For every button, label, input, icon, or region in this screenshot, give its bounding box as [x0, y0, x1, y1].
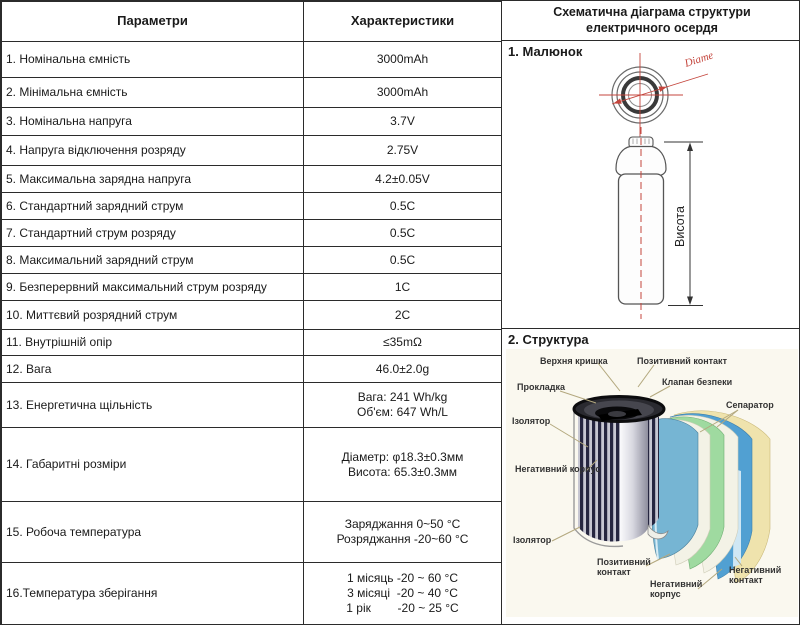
- characteristics-column-header: Характеристики: [304, 2, 502, 42]
- value-line: 0.5C: [389, 198, 416, 213]
- structure-section-title: 2. Структура: [508, 332, 589, 347]
- value-line: 2C: [394, 307, 411, 322]
- value-cell: [304, 42, 502, 78]
- value-line: 1C: [394, 279, 411, 294]
- panel-header-line: Схематична діаграма структури: [553, 4, 751, 19]
- param-cell: 16.Температура зберігання: [2, 563, 304, 625]
- value-line: 3000mAh: [376, 52, 429, 66]
- value-line: 1 місяць -20 ~ 60 °C: [346, 571, 459, 585]
- label-negative-case-top: Негативний корпус: [515, 464, 601, 474]
- figure-section: [502, 41, 800, 329]
- panel-header-line: електричного осердя: [586, 20, 718, 35]
- label-separator: Сепаратор: [726, 400, 774, 410]
- value-cell: [304, 301, 502, 330]
- param-cell: 3. Номінальна напруга: [2, 108, 304, 136]
- value-line: Розряджання -20~60 °C: [336, 532, 469, 546]
- label-positive-contact-top: Позитивний контакт: [637, 356, 727, 366]
- label-gasket: Прокладка: [517, 382, 566, 392]
- value-cell: [304, 356, 502, 383]
- value-line: Вага: 241 Wh/kg: [357, 390, 448, 404]
- diameter-annotation: Diame: [683, 49, 715, 70]
- value-line: 46.0±2.0g: [375, 361, 430, 376]
- height-annotation: Висота: [673, 206, 687, 247]
- param-column-header: Параметри: [2, 2, 304, 42]
- value-line: 3000mAh: [376, 85, 429, 99]
- value-cell: [304, 502, 502, 563]
- value-line: 3.7V: [390, 114, 415, 128]
- label-insulator-bottom: Ізолятор: [513, 535, 552, 545]
- param-cell: 15. Робоча температура: [2, 502, 304, 563]
- value-cell: [304, 220, 502, 247]
- value-cell: [304, 383, 502, 428]
- value-cell: [304, 193, 502, 220]
- param-cell: 12. Вага: [2, 356, 304, 383]
- value-line: 0.5C: [389, 252, 416, 267]
- value-line: Об'єм: 647 Wh/L: [357, 405, 448, 419]
- label-safety-valve: Клапан безпеки: [662, 377, 733, 387]
- value-cell: [304, 247, 502, 274]
- table-row: [2, 563, 502, 625]
- table-row: [2, 330, 502, 356]
- table-row: [2, 136, 502, 166]
- param-cell: 13. Енергетична щільність: [2, 383, 304, 428]
- panel-header: [502, 1, 800, 41]
- param-cell: 7. Стандартний струм розряду: [2, 220, 304, 247]
- structure-section: [502, 329, 800, 624]
- value-line: Висота: 65.3±0.3мм: [347, 464, 458, 479]
- table-row: [2, 356, 502, 383]
- param-cell: 8. Максимальний зарядний струм: [2, 247, 304, 274]
- value-line: Заряджання 0~50 °C: [344, 517, 461, 531]
- param-cell: 5. Максимальна зарядна напруга: [2, 166, 304, 193]
- value-line: 3 місяці -20 ~ 40 °C: [347, 586, 458, 600]
- value-line: ≤35mΩ: [383, 335, 422, 349]
- param-cell: 6. Стандартний зарядний струм: [2, 193, 304, 220]
- battery-side-view: [616, 127, 703, 319]
- value-line: Діаметр: φ18.3±0.3мм: [341, 449, 464, 464]
- value-cell: [304, 166, 502, 193]
- value-line: 0.5C: [389, 225, 416, 240]
- diameter-dimension-line: [612, 49, 715, 106]
- label-insulator-top: Ізолятор: [512, 416, 551, 426]
- value-cell: [304, 136, 502, 166]
- value-line: 1 рік -20 ~ 25 °C: [346, 601, 459, 615]
- figure-section-title: 1. Малюнок: [508, 44, 583, 59]
- value-cell: [304, 108, 502, 136]
- header-row: [2, 2, 502, 42]
- spec-table: [1, 1, 502, 625]
- param-cell: 2. Мінімальна ємність: [2, 78, 304, 108]
- table-row: [2, 193, 502, 220]
- label-negative-contact: Негативний контакт: [729, 565, 782, 586]
- param-cell: 11. Внутрішній опір: [2, 330, 304, 356]
- label-top-cap: Верхня кришка: [540, 356, 608, 366]
- param-cell: 4. Напруга відключення розряду: [2, 136, 304, 166]
- table-row: [2, 42, 502, 78]
- table-row: [2, 428, 502, 502]
- value-cell: [304, 330, 502, 356]
- table-row: [2, 502, 502, 563]
- table-row: [2, 301, 502, 330]
- value-cell: [304, 274, 502, 301]
- value-cell: [304, 428, 502, 502]
- table-row: [2, 108, 502, 136]
- table-row: [2, 274, 502, 301]
- table-row: [2, 166, 502, 193]
- battery-top-view: [599, 49, 715, 139]
- value-cell: [304, 563, 502, 625]
- value-line: 4.2±0.05V: [375, 171, 430, 186]
- param-cell: 10. Миттєвий розрядний струм: [2, 301, 304, 330]
- table-row: [2, 78, 502, 108]
- value-line: 2.75V: [386, 143, 419, 157]
- label-negative-case-bottom: Негативний корпус: [650, 579, 703, 600]
- label-positive-contact-bottom: Позитивний контакт: [597, 557, 651, 578]
- table-row: [2, 247, 502, 274]
- table-row: [2, 383, 502, 428]
- value-cell: [304, 78, 502, 108]
- param-cell: 1. Номінальна ємність: [2, 42, 304, 78]
- schematic-panel: [502, 1, 800, 624]
- param-cell: 14. Габаритні розміри: [2, 428, 304, 502]
- table-row: [2, 220, 502, 247]
- param-cell: 9. Безперервний максимальний струм розряду: [2, 274, 304, 301]
- battery-dimension-drawing: [502, 41, 800, 328]
